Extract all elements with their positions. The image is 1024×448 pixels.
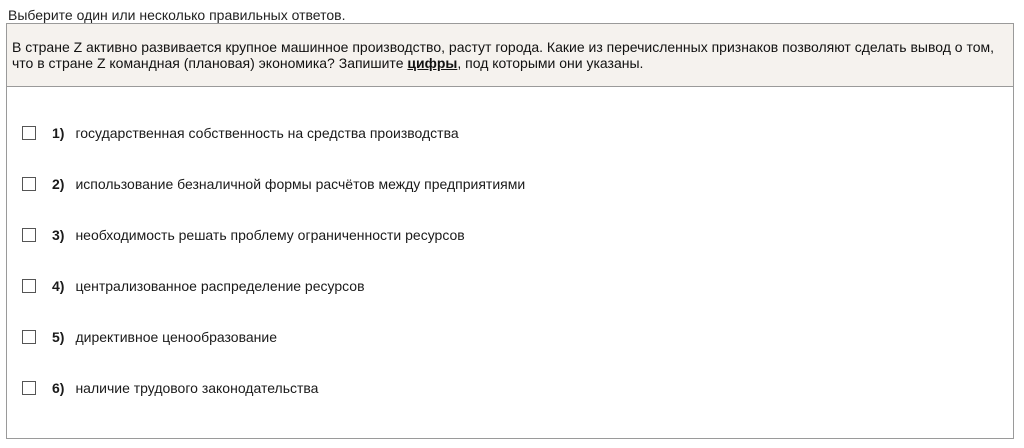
checkbox-4[interactable]	[22, 279, 36, 293]
option-number-4: 4)	[52, 278, 65, 294]
option-text-3: необходимость решать проблему ограниченности ресурсов	[75, 227, 465, 243]
option-number-1: 1)	[52, 125, 65, 141]
question-text-after: , под которыми они указаны.	[457, 55, 644, 71]
option-text-1: государственная собственность на средства производства	[75, 125, 459, 141]
option-number-3: 3)	[52, 227, 65, 243]
option-text-4: централизованное распределение ресурсов	[75, 278, 365, 294]
option-text-6: наличие трудового законодательства	[75, 380, 319, 396]
question-text	[7, 24, 1013, 87]
question-text-before: В стране Z активно развивается крупное машинное производство, растут города. Какие из перечисленных признаков позволяют сделать вывод о том, что в стране Z командная (плановая) экономика? Запишите	[12, 39, 995, 71]
option-text-2: использование безналичной формы расчётов между предприятиями	[75, 176, 526, 192]
checkbox-1[interactable]	[22, 126, 36, 140]
checkbox-5[interactable]	[22, 330, 36, 344]
answer-option-2[interactable]	[22, 174, 525, 194]
checkbox-6[interactable]	[22, 381, 36, 395]
answer-option-6[interactable]	[22, 378, 318, 398]
option-number-2: 2)	[52, 176, 65, 192]
answer-option-3[interactable]	[22, 225, 465, 245]
option-number-5: 5)	[52, 329, 65, 345]
answer-option-1[interactable]	[22, 123, 459, 143]
question-emphasis: цифры	[407, 55, 458, 71]
answer-option-4[interactable]	[22, 276, 365, 296]
task-box	[6, 23, 1014, 439]
option-text-5: директивное ценообразование	[75, 329, 277, 345]
instruction-text: Выберите один или несколько правильных ответов.	[8, 7, 346, 23]
option-number-6: 6)	[52, 380, 65, 396]
answer-option-5[interactable]	[22, 327, 277, 347]
checkbox-3[interactable]	[22, 228, 36, 242]
checkbox-2[interactable]	[22, 177, 36, 191]
